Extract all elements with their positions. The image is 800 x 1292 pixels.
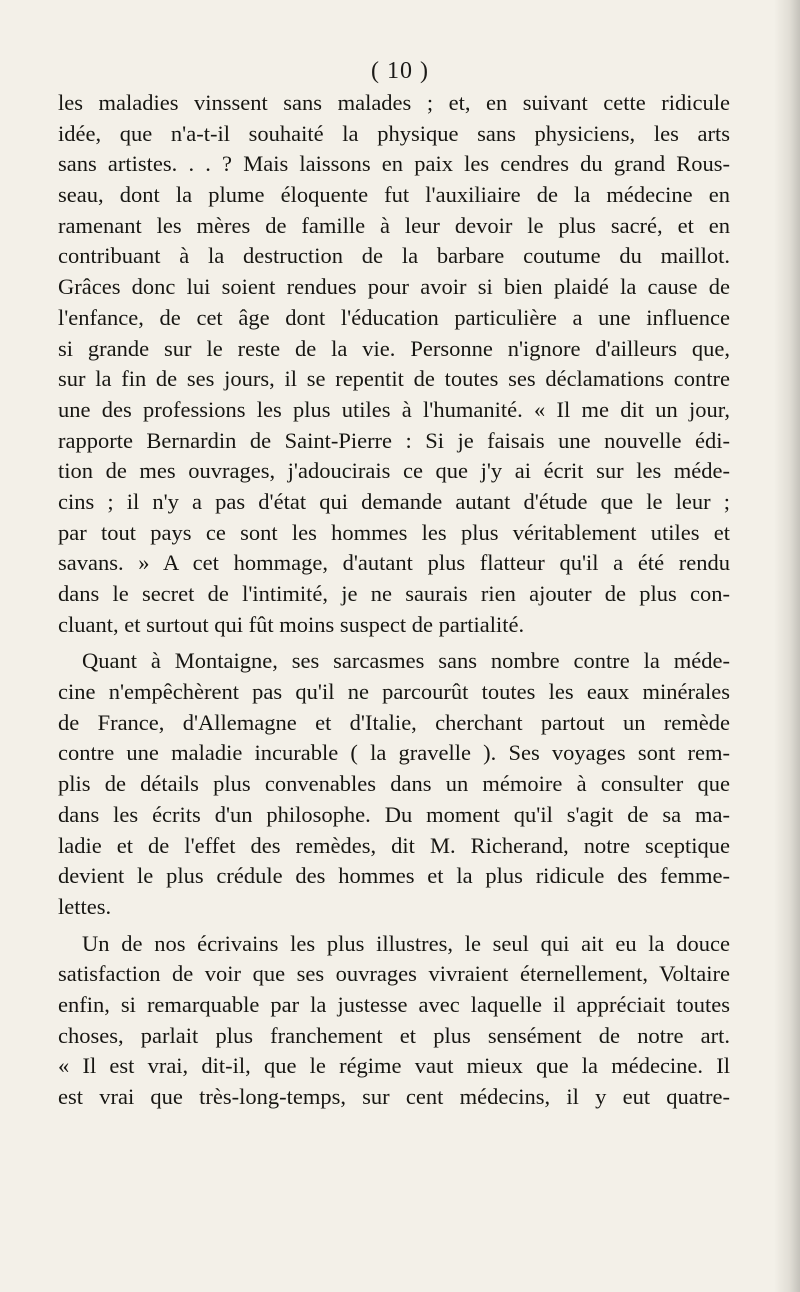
text-line: de France, d'Allemagne et d'Italie, cherchant partout un remède: [58, 709, 730, 735]
page-edge-shadow: [774, 0, 800, 1292]
text-line: Un de nos écrivains les plus illustres, le seul qui ait eu la douce: [82, 930, 730, 956]
text-line: rapporte Bernardin de Saint-Pierre : Si je faisais une nouvelle édi-: [58, 427, 730, 453]
text-line: tion de mes ouvrages, j'adoucirais ce que j'y ai écrit sur les méde-: [58, 458, 730, 484]
text-line: sans artistes. . . ? Mais laissons en paix les cendres du grand Rous-: [58, 151, 730, 177]
text-line: si grande sur le reste de la vie. Personne n'ignore d'ailleurs que,: [58, 335, 730, 361]
paragraph: [58, 646, 730, 922]
text-line: ramenant les mères de famille à leur devoir le plus sacré, et en: [58, 212, 730, 238]
text-line: lettes.: [58, 893, 112, 919]
page-number: ( 10 ): [371, 58, 429, 84]
text-line: cins ; il n'y a pas d'état qui demande autant d'étude que le leur ;: [58, 488, 730, 514]
text-line: contre une maladie incurable ( la gravelle ). Ses voyages sont rem-: [58, 740, 730, 766]
text-line: « Il est vrai, dit-il, que le régime vaut mieux que la médecine. Il: [58, 1053, 730, 1079]
text-line: plis de détails plus convenables dans un mémoire à consulter que: [58, 771, 730, 797]
text-line: savans. » A cet hommage, d'autant plus flatteur qu'il a été rendu: [58, 550, 730, 576]
text-line: ladie et de l'effet des remèdes, dit M. Richerand, notre sceptique: [58, 832, 730, 858]
text-line: choses, parlait plus franchement et plus sensément de notre art.: [58, 1022, 730, 1048]
text-line: satisfaction de voir que ses ouvrages vivraient éternellement, Voltaire: [58, 961, 730, 987]
paragraph: [58, 929, 730, 1113]
text-line: est vrai que très-long-temps, sur cent médecins, il y eut quatre-: [58, 1084, 730, 1109]
text-line: enfin, si remarquable par la justesse avec laquelle il appréciait toutes: [58, 991, 730, 1017]
text-line: Quant à Montaigne, ses sarcasmes sans nombre contre la méde-: [82, 648, 730, 674]
body-text: [58, 88, 730, 1113]
text-line: les maladies vinssent sans malades ; et, en suivant cette ridicule: [58, 90, 730, 115]
text-line: dans le secret de l'intimité, je ne saurais rien ajouter de plus con-: [58, 581, 730, 606]
text-line: dans les écrits d'un philosophe. Du moment qu'il s'agit de sa ma-: [58, 801, 730, 827]
text-line: sur la fin de ses jours, il se repentit de toutes ses déclamations contre: [58, 366, 730, 392]
text-line: l'enfance, de cet âge dont l'éducation particulière a une influence: [58, 304, 730, 330]
text-line: par tout pays ce sont les hommes les plus véritablement utiles et: [58, 519, 730, 545]
text-line: idée, que n'a-t-il souhaité la physique sans physiciens, les arts: [58, 120, 730, 146]
text-line: Grâces donc lui soient rendues pour avoir si bien plaidé la cause de: [58, 274, 730, 300]
paragraph: [58, 88, 730, 640]
text-line: contribuant à la destruction de la barbare coutume du maillot.: [58, 243, 730, 269]
text-line: devient le plus crédule des hommes et la plus ridicule des femme-: [58, 863, 730, 889]
text-line: une des professions les plus utiles à l'humanité. « Il me dit un jour,: [58, 396, 730, 422]
text-line: cluant, et surtout qui fût moins suspect de partialité.: [58, 611, 525, 637]
text-line: seau, dont la plume éloquente fut l'auxiliaire de la médecine en: [58, 182, 730, 208]
text-line: cine n'empêchèrent pas qu'il ne parcourût toutes les eaux minérales: [58, 679, 730, 705]
